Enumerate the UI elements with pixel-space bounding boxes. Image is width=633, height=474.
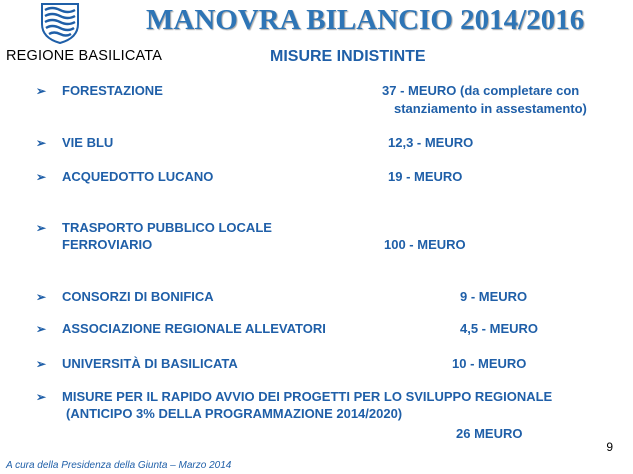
item-label: TRASPORTO PUBBLICO LOCALE <box>62 220 272 235</box>
bullet-icon: ➢ <box>36 357 47 371</box>
item-label: FORESTAZIONE <box>62 83 163 98</box>
item-label: MISURE PER IL RAPIDO AVVIO DEI PROGETTI PER LO SVILUPPO REGIONALE <box>62 389 553 404</box>
item-label: VIE BLU <box>62 135 114 150</box>
item-label: UNIVERSITÀ DI BASILICATA <box>62 356 238 371</box>
item-value: 19 - MEURO <box>388 169 463 184</box>
footer-credit: A cura della Presidenza della Giunta – Marzo 2014 <box>6 460 232 471</box>
bullet-icon: ➢ <box>36 221 47 235</box>
item-label: CONSORZI DI BONIFICA <box>62 289 214 304</box>
page-title: MANOVRA BILANCIO 2014/2016 <box>146 4 585 36</box>
item-label: ACQUEDOTTO LUCANO <box>62 169 214 184</box>
bullet-icon: ➢ <box>36 170 47 184</box>
item-value: 37 - MEURO (da completare con <box>382 83 580 98</box>
page-subtitle: MISURE INDISTINTE <box>270 48 426 65</box>
bullet-icon: ➢ <box>36 136 47 150</box>
bullet-icon: ➢ <box>36 322 47 336</box>
item-value: 26 MEURO <box>456 426 523 441</box>
item-value: 12,3 - MEURO <box>388 135 474 150</box>
region-logo <box>40 2 80 44</box>
region-name: REGIONE BASILICATA <box>6 48 163 64</box>
item-label-cont: (ANTICIPO 3% DELLA PROGRAMMAZIONE 2014/2020) <box>66 406 403 421</box>
item-value: 10 - MEURO <box>452 356 527 371</box>
page-number: 9 <box>606 440 613 454</box>
item-value-cont: stanziamento in assestamento) <box>394 101 587 116</box>
item-label-cont: FERROVIARIO <box>62 237 153 252</box>
bullet-icon: ➢ <box>36 390 47 404</box>
bullet-icon: ➢ <box>36 290 47 304</box>
item-value: 4,5 - MEURO <box>460 321 539 336</box>
coat-of-arms-icon <box>40 2 80 44</box>
bullet-icon: ➢ <box>36 84 47 98</box>
item-value: 9 - MEURO <box>460 289 528 304</box>
item-label: ASSOCIAZIONE REGIONALE ALLEVATORI <box>62 321 326 336</box>
item-value: 100 - MEURO <box>384 237 466 252</box>
